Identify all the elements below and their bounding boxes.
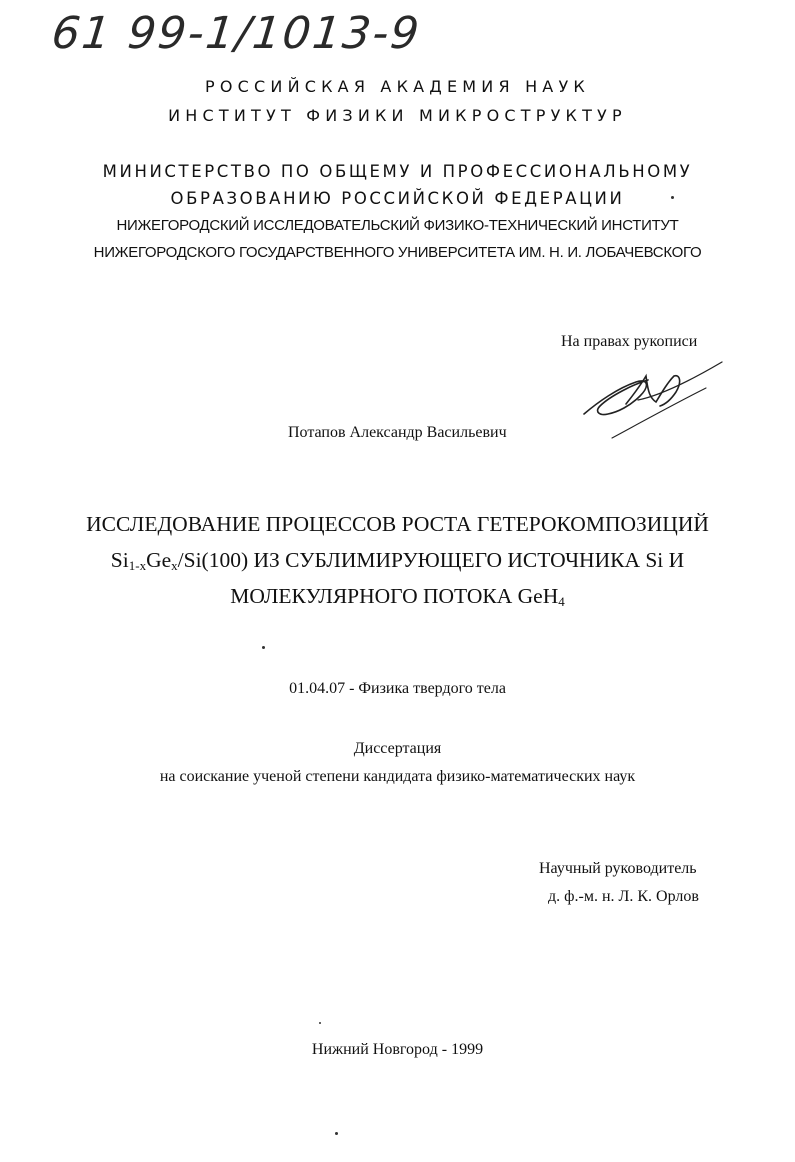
title-line-3-subscript: 4 [558, 594, 565, 609]
title-ge-subscript: x [171, 558, 178, 573]
title-line-1: ИССЛЕДОВАНИЕ ПРОЦЕССОВ РОСТА ГЕТЕРОКОМПОЗИЦИЙ [86, 512, 709, 536]
title-line-2-rest: /Si(100) ИЗ СУБЛИМИРУЮЩЕГО ИСТОЧНИКА Si И [177, 548, 685, 572]
title-line-2 [0, 548, 795, 573]
academy-name: РОССИЙСКАЯ АКАДЕМИЯ НАУК [205, 77, 590, 96]
dissertation-label: Диссертация [353, 740, 442, 757]
institute-name: ИНСТИТУТ ФИЗИКИ МИКРОСТРУКТУР [168, 106, 627, 125]
specialty-code: 01.04.07 - Физика твердого тела [289, 680, 506, 697]
degree-statement: на соискание ученой степени кандидата физико-математических наук [159, 768, 636, 785]
title-line-3 [0, 584, 795, 609]
author-name: Потапов Александр Васильевич [288, 424, 507, 441]
supervisor-name: д. ф.-м. н. Л. К. Орлов [548, 888, 699, 905]
title-ge: Ge [146, 548, 172, 572]
title-si-subscript: 1-x [128, 558, 147, 573]
scan-speck [671, 196, 674, 199]
nii-line-1: НИЖЕГОРОДСКИЙ ИССЛЕДОВАТЕЛЬСКИЙ ФИЗИКО-ТЕХНИЧЕСКИЙ ИНСТИТУТ [116, 217, 679, 234]
handwritten-archive-number: 61 99-1/1013-9 [49, 8, 424, 59]
title-si: Si [110, 548, 129, 572]
ministry-line-1: МИНИСТЕРСТВО ПО ОБЩЕМУ И ПРОФЕССИОНАЛЬНОМУ [102, 162, 693, 181]
scan-speck [319, 1022, 321, 1024]
manuscript-rights-note: На правах рукописи [561, 333, 698, 350]
author-signature [578, 352, 728, 442]
scan-speck [335, 1132, 338, 1135]
place-year: Нижний Новгород - 1999 [311, 1041, 484, 1058]
supervisor-label: Научный руководитель [539, 860, 697, 877]
nii-line-2: НИЖЕГОРОДСКОГО ГОСУДАРСТВЕННОГО УНИВЕРСИТЕТА ИМ. Н. И. ЛОБАЧЕВСКОГО [93, 244, 702, 261]
title-line-3-text: МОЛЕКУЛЯРНОГО ПОТОКА GeH [230, 584, 559, 608]
scan-speck [262, 646, 265, 649]
ministry-line-2: ОБРАЗОВАНИЮ РОССИЙСКОЙ ФЕДЕРАЦИИ [170, 189, 625, 208]
